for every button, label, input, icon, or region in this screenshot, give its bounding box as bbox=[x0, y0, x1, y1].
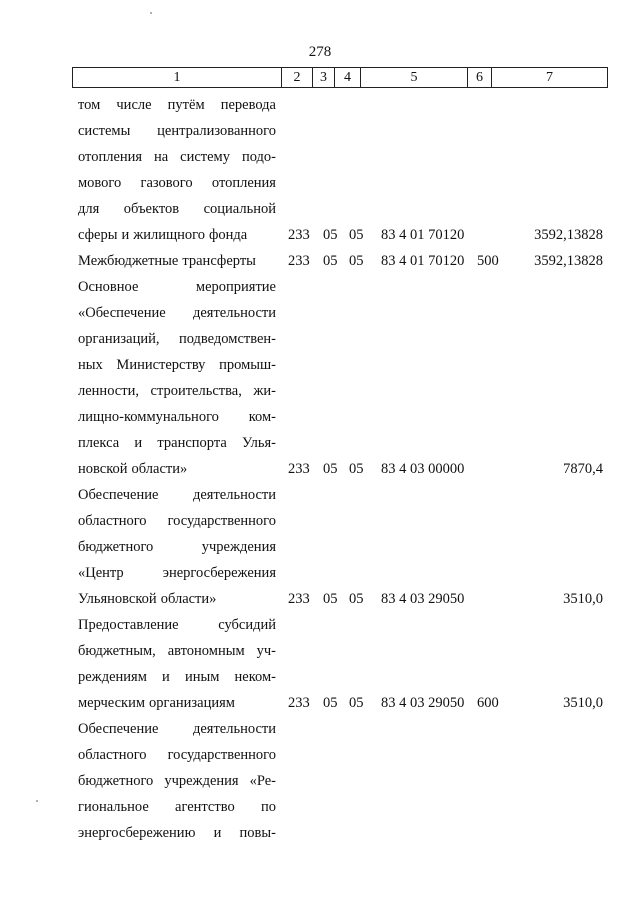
row-description bbox=[78, 612, 276, 716]
description-line: бюджетного учреждения bbox=[78, 539, 276, 555]
description-line: сферы и жилищного фонда bbox=[78, 227, 248, 243]
cell-c4: 05 bbox=[349, 227, 364, 243]
scan-speck bbox=[150, 12, 152, 14]
column-header-3: 3 bbox=[313, 68, 335, 87]
cell-c2: 233 bbox=[288, 591, 310, 607]
description-line: Межбюджетные трансферты bbox=[78, 253, 256, 269]
cell-c3: 05 bbox=[323, 461, 338, 477]
column-header-7: 7 bbox=[546, 70, 553, 85]
column-header-1: 1 bbox=[73, 68, 282, 87]
description-line: Обеспечение деятельности bbox=[78, 721, 276, 737]
description-line: ленности, строительства, жи- bbox=[78, 383, 276, 399]
description-line: гиональное агентство по bbox=[78, 799, 276, 815]
cell-c2: 233 bbox=[288, 227, 310, 243]
cell-c5: 83 4 01 70120 bbox=[381, 227, 465, 243]
description-line: мового газового отопления bbox=[78, 175, 276, 191]
cell-c3: 05 bbox=[323, 695, 338, 711]
description-line: энергосбережению и повы- bbox=[78, 825, 276, 841]
description-line: бюджетного учреждения «Ре- bbox=[78, 773, 276, 789]
cell-c3: 05 bbox=[323, 591, 338, 607]
description-line: отопления на систему подо- bbox=[78, 149, 276, 165]
description-line: областного государственного bbox=[78, 513, 276, 529]
cell-c4: 05 bbox=[349, 461, 364, 477]
column-header-6: 6 bbox=[468, 68, 492, 87]
description-line: бюджетным, автономным уч- bbox=[78, 643, 276, 659]
row-description bbox=[78, 274, 276, 482]
column-header-2: 2 bbox=[282, 68, 313, 87]
description-line: Ульяновской области» bbox=[78, 591, 217, 607]
description-line: «Обеспечение деятельности bbox=[78, 305, 276, 321]
cell-c2: 233 bbox=[288, 461, 310, 477]
row-description bbox=[78, 248, 276, 274]
cell-c7: 7870,4 bbox=[563, 461, 603, 477]
page-number: 278 bbox=[308, 44, 332, 60]
description-line: для объектов социальной bbox=[78, 201, 276, 217]
description-line: Основное мероприятие bbox=[78, 279, 276, 295]
scan-speck bbox=[36, 800, 38, 802]
cell-c7: 3592,13828 bbox=[534, 227, 603, 243]
description-line: «Центр энергосбережения bbox=[78, 565, 276, 581]
description-line: том числе путём перевода bbox=[78, 97, 276, 113]
cell-c5: 83 4 01 70120 bbox=[381, 253, 465, 269]
row-description bbox=[78, 716, 276, 846]
cell-c3: 05 bbox=[323, 227, 338, 243]
cell-c4: 05 bbox=[349, 695, 364, 711]
description-line: реждениям и иным неком- bbox=[78, 669, 276, 685]
description-line: Обеспечение деятельности bbox=[78, 487, 276, 503]
cell-c5: 83 4 03 00000 bbox=[381, 461, 465, 477]
description-line: системы централизованного bbox=[78, 123, 276, 139]
cell-c7: 3592,13828 bbox=[534, 253, 603, 269]
cell-c3: 05 bbox=[323, 253, 338, 269]
cell-c4: 05 bbox=[349, 591, 364, 607]
cell-c6: 600 bbox=[477, 695, 499, 711]
cell-c2: 233 bbox=[288, 695, 310, 711]
cell-c2: 233 bbox=[288, 253, 310, 269]
cell-c7: 3510,0 bbox=[563, 695, 603, 711]
description-line: областного государственного bbox=[78, 747, 276, 763]
cell-c4: 05 bbox=[349, 253, 364, 269]
description-line: плекса и транспорта Улья- bbox=[78, 435, 276, 451]
cell-c5: 83 4 03 29050 bbox=[381, 591, 465, 607]
description-line: лищно-коммунального ком- bbox=[78, 409, 276, 425]
row-description bbox=[78, 92, 276, 248]
description-line: организаций, подведомствен- bbox=[78, 331, 276, 347]
description-line: мерческим организациям bbox=[78, 695, 235, 711]
description-line: ных Министерству промыш- bbox=[78, 357, 276, 373]
row-description bbox=[78, 482, 276, 612]
column-header-5: 5 bbox=[361, 68, 468, 87]
column-header-4: 4 bbox=[335, 68, 361, 87]
cell-c7: 3510,0 bbox=[563, 591, 603, 607]
table-header bbox=[72, 67, 608, 88]
description-line: новской области» bbox=[78, 461, 188, 477]
cell-c6: 500 bbox=[477, 253, 499, 269]
cell-c5: 83 4 03 29050 bbox=[381, 695, 465, 711]
description-line: Предоставление субсидий bbox=[78, 617, 276, 633]
